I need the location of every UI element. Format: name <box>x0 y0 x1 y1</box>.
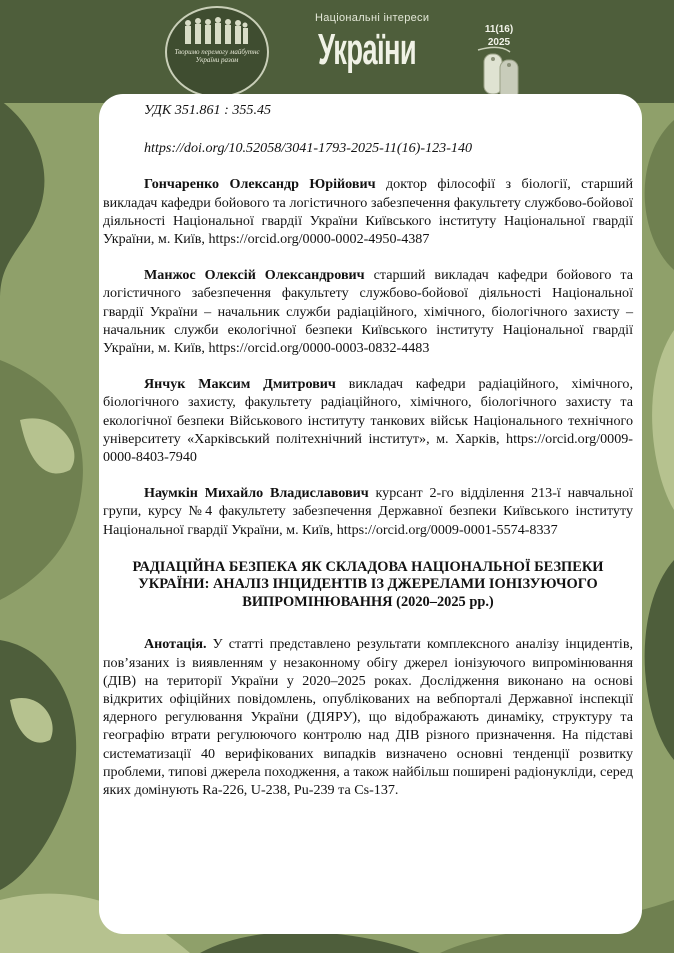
author-info: курсант 2-го відділення 213-ї навчальної групи, курсу №4 факультету забезпечення Державної безпеки Київського інституту Національної гвардії України, м. Київ, https://orcid.org/0009-0001-5574-8337 <box>103 485 633 538</box>
logo-motto: Творимо перемогу майбутнє України разом <box>174 48 260 64</box>
abstract <box>103 635 633 799</box>
udc-code: УДК 351.861 : 355.45 <box>144 102 272 118</box>
author-name: Манжос Олексій Олександрович <box>144 267 365 284</box>
author-entry <box>103 175 633 248</box>
article-content <box>103 101 633 799</box>
soldiers-silhouette-icon <box>181 16 253 46</box>
journal-logo <box>165 6 269 98</box>
author-entry <box>103 484 633 539</box>
author-name: Наумкін Михайло Владиславович <box>144 485 369 502</box>
author-info: старший викладач кафедри бойового та логістичного забезпечення факультету службово-бойової діяльності Національної гвардії України – начальник служби радіаційного, хімічного, біологічного захисту – начальник служби екологічної безпеки Київського інституту Національної гвардії України, м. Київ, https://orcid.org/0000-0003-0832-4483 <box>103 267 633 357</box>
issue-number: 11(16) <box>484 24 514 35</box>
journal-header <box>0 0 674 103</box>
author-entry <box>103 266 633 357</box>
doi-link[interactable]: https://doi.org/10.52058/3041-1793-2025-11(16)-123-140 <box>144 140 473 157</box>
author-info: викладач кафедри радіаційного, хімічного, біологічного захисту, факультету радіаційного, хімічного, біологічного захисту та екологічної безпеки Військового інституту танкових військ Національного технічного університету «Харківський політехнічний інститут», м. Харків, https://orcid.org/0009-0000-8403-7940 <box>103 376 633 466</box>
page-number: 123 <box>610 906 630 918</box>
journal-subtitle: Національні інтереси <box>315 12 430 24</box>
abstract-text: У статті представлено результати комплексного аналізу інцидентів, пов’язаних із виявленням у незаконному обігу джерел іонізуючого випромінювання (ДІВ) на території України у 2020–2025 роках. Дослідження виконано на основі відкритих офіційних повідомлень, опублікованих на вебпорталі Державної інспекції ядерного регулювання України (ДІЯРУ), що відображають динаміку, структуру та географію втрати регулюючого контролю над ДІВ різного призначення. На підставі систематизації 40 верифікованих випадків визначено основні тенденції розвитку проблеми, типові джерела походження, а також найбільш поширені радіонукліди, серед яких домінують Ra-226, U-238, Pu-239 та Cs-137. <box>103 636 633 798</box>
journal-title: України <box>318 25 417 74</box>
author-name: Гончаренко Олександр Юрійович <box>144 176 376 193</box>
author-info: доктор філософії з біології, старший викладач кафедри бойового та логістичного забезпечення факультету службово-бойової діяльності Національної гвардії України Київського інституту Національної гвардії України, м. Київ, https://orcid.org/0000-0002-4950-4387 <box>103 176 633 248</box>
article-title: РАДІАЦІЙНА БЕЗПЕКА ЯК СКЛАДОВА НАЦІОНАЛЬНОЇ БЕЗПЕКИ УКРАЇНИ: АНАЛІЗ ІНЦИДЕНТІВ ІЗ ДЖЕРЕЛАМИ ІОНІЗУЮЧОГО ВИПРОМІНЮВАННЯ (2020–2025 рр.) <box>132 558 604 610</box>
author-name: Янчук Максим Дмитрович <box>144 376 336 393</box>
author-entry <box>103 375 633 466</box>
issue-year: 2025 <box>487 37 511 48</box>
abstract-label: Анотація. <box>144 636 207 653</box>
